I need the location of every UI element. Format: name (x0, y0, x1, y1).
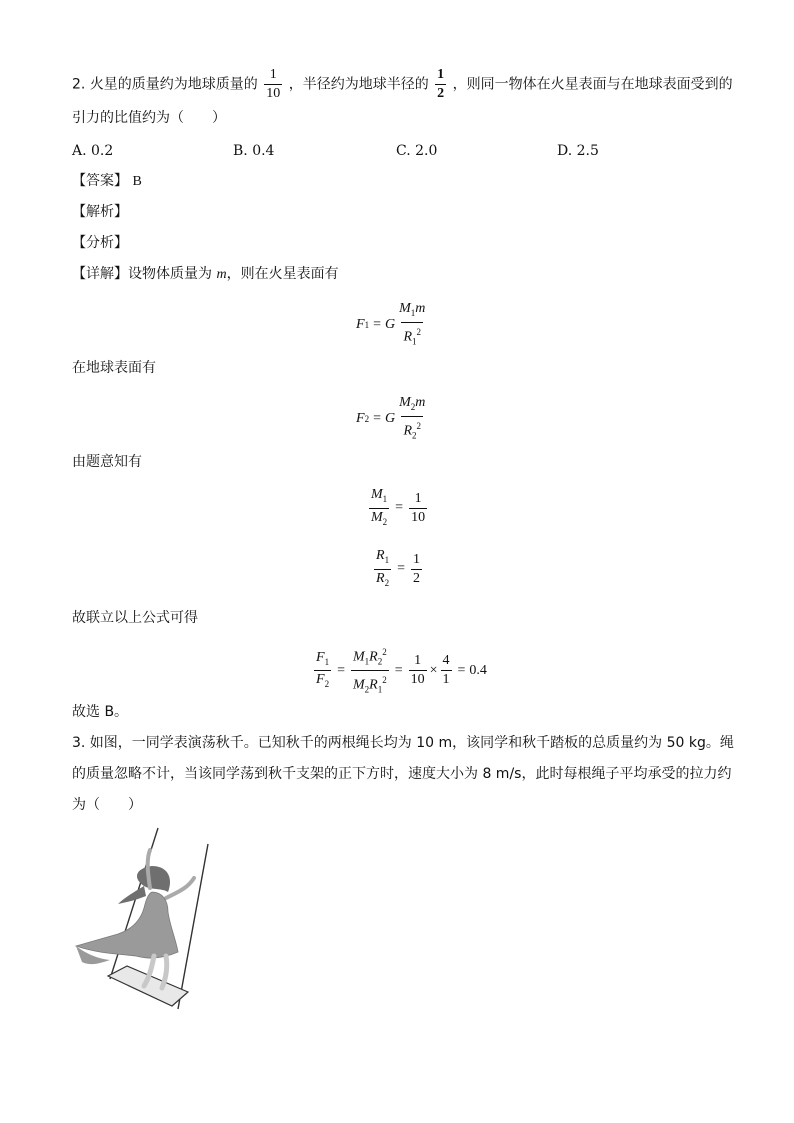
swing-illustration (70, 826, 220, 1026)
radius-fraction-den: 2 (437, 86, 445, 101)
eq3-right-den: 10 (411, 509, 426, 525)
eq2-g: G (384, 411, 396, 427)
q2-text-c: ，则同一物体在火星表面与在地球表面受到的 (452, 76, 733, 93)
option-b: B. 0.4 (233, 143, 275, 159)
q3-line2: 的质量忽略不计，当该同学荡到秋千支架的正下方时，速度大小为 8 m/s，此时每根绳子平均承受的拉力约 (72, 766, 732, 782)
eq1-fraction (397, 300, 427, 350)
eq2-den-r: R (403, 423, 413, 439)
q2-number: 2. (72, 76, 86, 93)
eq5-a (409, 652, 427, 689)
eq3-left (369, 486, 389, 531)
eq4-num-sub: 1 (384, 554, 390, 565)
eq2-num (397, 394, 427, 416)
known-text: 由题意知有 (72, 454, 142, 470)
option-a: A. 0.2 (72, 143, 114, 159)
mass-fraction-num: 1 (269, 67, 277, 82)
eq4-den-r: R (376, 570, 385, 586)
eq1-lhs: F (356, 317, 365, 333)
eq3-num-sub: 1 (382, 493, 388, 504)
option-d: D. 2.5 (557, 143, 599, 159)
radius-fraction-num: 1 (437, 67, 445, 82)
eq5-f-den (314, 670, 331, 693)
eq5-a-den: 10 (410, 672, 425, 688)
eq2-lhs-sub: 2 (364, 414, 370, 425)
eq4-den-sub: 2 (384, 577, 390, 588)
eq5-b (441, 652, 452, 689)
q2-text-b: ，半径约为地球半径的 (288, 76, 429, 93)
eq5-result: 0.4 (469, 662, 487, 678)
mass-fraction-den: 10 (266, 86, 281, 101)
eq1-equals: = (373, 317, 381, 333)
eq1-den (401, 322, 423, 350)
eq4-right-den: 2 (412, 570, 420, 586)
q2-stem-line2: 引力的比值约为（ ） (72, 110, 226, 126)
equation-1 (356, 300, 429, 350)
eq5-f-num-f: F (316, 649, 325, 665)
eq5-m-den-b-sub: 1 (377, 684, 383, 695)
eq5-m (351, 643, 389, 699)
answer-line (72, 171, 142, 192)
eq4-right (411, 551, 422, 588)
eq5-b-num: 4 (442, 653, 450, 669)
eq4-left-num (374, 547, 391, 569)
combine-text: 故联立以上公式可得 (72, 610, 198, 626)
girl-figure (76, 850, 194, 988)
eq5-equals-3: = (457, 662, 466, 678)
eq2-num-var: m (415, 395, 426, 410)
eq5-m-num-a-sub: 1 (364, 656, 370, 667)
eq2-den-sup: 2 (416, 420, 422, 431)
eq1-num-var: m (415, 301, 426, 316)
eq2-equals: = (373, 411, 381, 427)
eq5-m-den-a-sub: 2 (364, 684, 370, 695)
eq1-den-r: R (403, 329, 413, 345)
eq5-m-num (351, 643, 389, 670)
equation-2 (356, 394, 429, 444)
equation-4 (372, 547, 424, 592)
detail-text-a: 设物体质量为 (128, 266, 212, 282)
eq5-equals-2: = (394, 662, 403, 678)
eq5-m-den-b-sup: 2 (382, 675, 387, 686)
eq5-f-num-sub: 1 (324, 656, 330, 667)
eq5-m-num-b-sup: 2 (382, 647, 387, 657)
detail-text-b: ，则在火星表面有 (226, 266, 339, 282)
eq3-right-num: 1 (414, 490, 422, 506)
eq3-right (409, 490, 427, 527)
mass-fraction (264, 66, 282, 103)
eq1-lhs-sub: 1 (364, 320, 370, 331)
eq2-den (401, 416, 423, 444)
eq4-left-den (374, 569, 391, 592)
equation-3 (367, 486, 429, 531)
eq5-b-den: 1 (442, 672, 450, 688)
eq4-right-num: 1 (412, 551, 420, 567)
eq2-den-sub: 2 (412, 430, 417, 441)
eq4-num-r: R (376, 548, 385, 563)
eq2-fraction (397, 394, 427, 444)
eq5-m-num-b: R (369, 649, 378, 665)
eq5-m-den-a: M (352, 678, 365, 694)
eq3-equals: = (395, 500, 404, 516)
eq3-den-m: M (371, 509, 383, 525)
eq3-den-sub: 2 (382, 516, 388, 527)
detail-label: 【详解】 (72, 266, 128, 282)
conclusion: 故选 B。 (72, 704, 129, 720)
answer-value: B (132, 174, 142, 189)
eq2-num-m: M (399, 395, 411, 410)
eq5-m-den (351, 670, 389, 698)
eq2-lhs: F (356, 411, 365, 427)
eq5-f-den-f: F (316, 672, 325, 688)
eq2-num-sub: 2 (410, 401, 416, 412)
eq4-equals: = (397, 561, 405, 577)
equation-5 (312, 643, 487, 699)
q2-text-a: 火星的质量约为地球质量的 (89, 76, 258, 93)
eq5-f (314, 649, 331, 694)
eq4-left (374, 547, 391, 592)
earth-text: 在地球表面有 (72, 360, 156, 376)
eq5-m-den-b: R (369, 678, 378, 694)
option-c: C. 2.0 (396, 143, 438, 159)
q3-line3: 为（ ） (72, 797, 142, 813)
eq5-a-num: 1 (414, 653, 422, 669)
eq1-g: G (384, 317, 396, 333)
eq1-num (397, 300, 427, 322)
eq3-left-den (369, 508, 389, 531)
eq3-num-m: M (371, 487, 383, 502)
eq5-f-num (314, 649, 331, 671)
eq1-den-sub: 1 (412, 336, 417, 347)
eq5-times: × (429, 662, 438, 678)
fenxi-label: 【分析】 (72, 235, 128, 251)
radius-fraction (435, 66, 446, 103)
eq5-equals-1: = (337, 662, 345, 678)
eq5-m-num-b-sub: 2 (377, 656, 383, 667)
eq1-den-sup: 2 (416, 326, 422, 337)
q3-line1: 3. 如图，一同学表演荡秋千。已知秋千的两根绳长均为 10 m，该同学和秋千踏板的总质量约为 50 kg。绳 (72, 735, 734, 751)
q2-stem-line1 (72, 66, 733, 103)
detail-line (72, 264, 339, 285)
eq3-left-num (369, 486, 389, 508)
eq5-f-den-sub: 2 (324, 679, 330, 690)
eq1-num-m: M (399, 301, 411, 316)
swing-rope-right (178, 844, 208, 1009)
analysis-label: 【解析】 (72, 204, 128, 220)
eq5-m-num-a: M (352, 649, 365, 665)
eq1-num-sub: 1 (410, 307, 416, 318)
detail-var: m (216, 267, 227, 282)
answer-label: 【答案】 (72, 173, 128, 189)
